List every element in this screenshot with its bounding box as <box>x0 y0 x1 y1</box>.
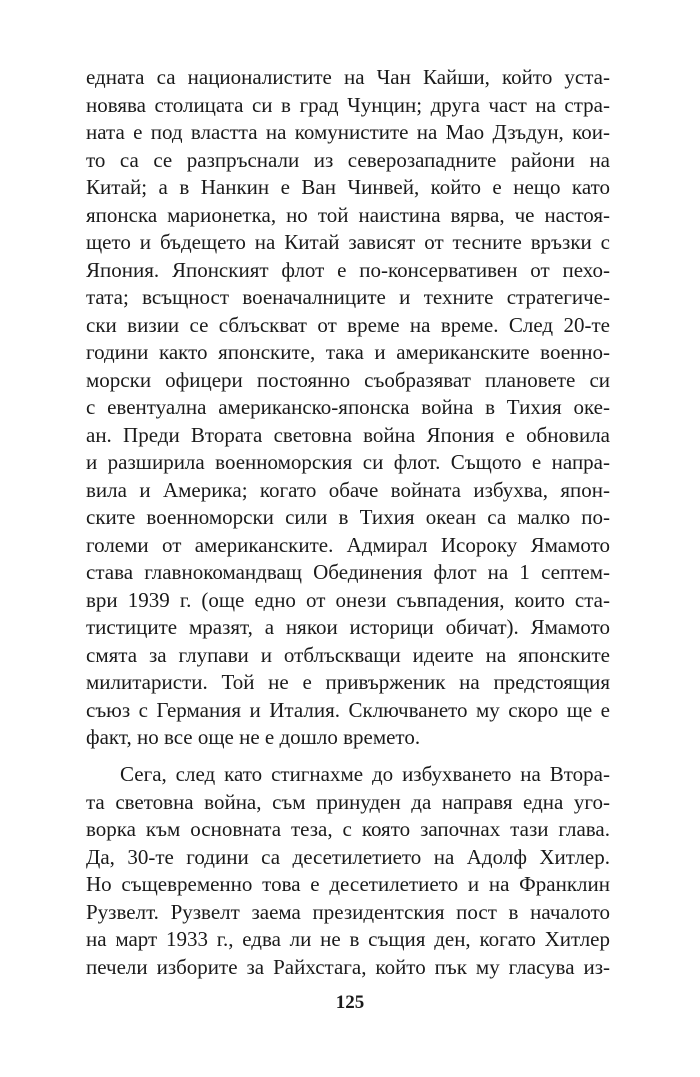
text-line: Рузвелт. Рузвелт заема президентския пост в началото <box>86 899 610 924</box>
text-line: големи от американските. Адмирал Исороку Ямамото <box>86 532 610 557</box>
text-line: ан. Преди Втората световна война Япония е обновила <box>86 422 610 447</box>
text-line: ски визии се сблъскват от време на време. След 20-те <box>86 312 610 337</box>
text-line: на март 1933 г., едва ли не в същия ден, когато Хитлер <box>86 927 610 951</box>
text-line: става главнокомандващ Обединения флот на 1 септем- <box>86 560 610 584</box>
text-line: ските военноморски сили в Тихия океан са малко по- <box>86 505 610 529</box>
text-line: и разширила военноморския си флот. Същото е напра- <box>86 450 610 474</box>
text-line: щето и бъдещето на Китай зависят от тесните връзки с <box>86 230 610 254</box>
page-number: 125 <box>335 992 365 1013</box>
text-line: ворка към основната теза, с която започнах тази глава. <box>86 817 610 841</box>
text-line: то са се разпръснали из северозападните райони на <box>86 147 610 172</box>
text-line: новява столицата си в град Чунцин; друга част на стра- <box>86 92 610 117</box>
text-line: печели изборите за Райхстага, който пък му гласува из- <box>86 954 610 979</box>
text-line: тата; всъщност военачалниците и техните стратегиче- <box>86 285 610 309</box>
text-line: морски офицери постоянно съобразяват плановете си <box>86 367 610 392</box>
text-line: вила и Америка; когато обаче войната избухва, япон- <box>86 477 610 502</box>
text-line: ври 1939 г. (още едно от онези съвпадения, които ста- <box>86 587 610 612</box>
text-line: Да, 30-те години са десетилетието на Адолф Хитлер. <box>86 844 610 869</box>
text-line: та световна война, съм принуден да направя една уго- <box>86 789 610 814</box>
text-line: ната е под властта на комунистите на Мао Дзъдун, кои- <box>86 120 610 144</box>
text-line: Сега, след като стигнахме до избухването на Втора- <box>120 762 610 786</box>
text-line: едната са националистите на Чан Кайши, който уста- <box>86 65 610 89</box>
text-line: тистиците мразят, а някои историци обичат). Ямамото <box>86 615 610 639</box>
text-line: с евентуална американско-японска война в Тихия оке- <box>86 395 610 419</box>
text-line: съюз с Германия и Италия. Сключването му скоро ще е <box>86 697 610 722</box>
text-line: Но същевременно това е десетилетието и на Франклин <box>86 872 610 896</box>
paragraph-1 <box>86 64 610 752</box>
paragraph-2 <box>86 761 610 981</box>
text-line: години както японските, така и американските военно- <box>86 340 610 364</box>
text-line: факт, но все още не е дошло времето. <box>86 725 421 749</box>
text-line: Япония. Японският флот е по-консервативен от пехо- <box>86 257 610 282</box>
text-line: Китай; а в Нанкин е Ван Чинвей, който е нещо като <box>86 175 610 199</box>
text-line: японска марионетка, но той наистина вярва, че настоя- <box>86 202 610 227</box>
text-line: милитаристи. Той не е привърженик на предстоящия <box>86 670 610 694</box>
text-line: смята за глупави и отблъскващи идеите на японските <box>86 642 610 667</box>
